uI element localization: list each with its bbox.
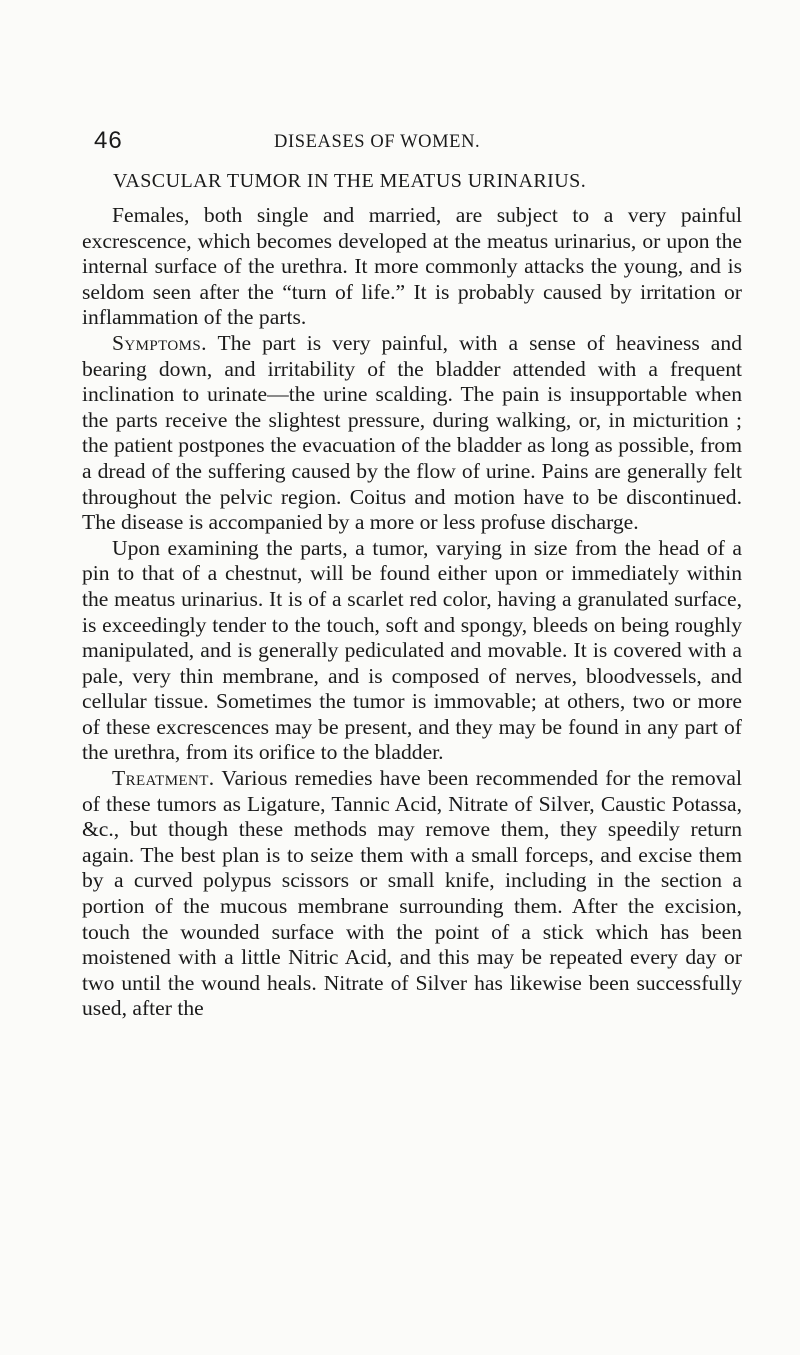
symptoms-text: The part is very painful, with a sense of heaviness and bearing down, and irritability of the bladder attended with a frequent inclination to urinate—the urine scalding. The pain is insupportable when the parts receive the slightest pressure, during walking, or, in micturition ; the patient postpones the evacuation of the bladder as long as possible, from a dread of the suffering caused by the flow of urine. Pains are generally felt throughout the pelvic region. Coitus and motion have to be discontinued. The disease is accompanied by a more or less profuse discharge. [82,330,742,535]
paragraph-symptoms [82,331,742,536]
paragraph-examination: Upon examining the parts, a tumor, varying in size from the head of a pin to that of a chestnut, will be found either upon or immediately within the meatus urinarius. It is of a scarlet red color, having a granulated surface, is exceedingly tender to the touch, soft and spongy, bleeds on being roughly manipulated, and is generally pediculated and movable. It is covered with a pale, very thin membrane, and is composed of nerves, bloodvessels, and cellular tissue. Sometimes the tumor is immovable; at others, two or more of these excrescences may be present, and they may be found in any part of the urethra, from its orifice to the bladder. [82,535,742,765]
section-heading: VASCULAR TUMOR IN THE MEATUS URINARIUS. [113,170,587,192]
treatment-label: Treatment. [112,766,215,791]
page-number: 46 [94,127,123,154]
running-head [0,126,800,156]
body-text [82,203,742,1022]
paragraph-treatment [82,766,742,1022]
treatment-text: Various remedies have been recommended for the removal of these tumors as Ligature, Tannic Acid, Nitrate of Silver, Caustic Potassa, &c., but though these methods may remove them, they speedily return again. The best plan is to seize them with a small forceps, and excise them by a curved polypus scissors or small knife, including in the section a portion of the mucous membrane surrounding them. After the excision, touch the wounded surface with the point of a stick which has been moistened with a little Nitric Acid, and this may be repeated every day or two until the wound heals. Nitrate of Silver has likewise been successfully used, after the [82,766,742,1021]
paragraph-intro: Females, both single and married, are subject to a very painful excrescence, which becomes developed at the meatus urinarius, or upon the internal surface of the urethra. It more commonly attacks the young, and is seldom seen after the “turn of life.” It is probably caused by irritation or inflammation of the parts. [82,203,742,330]
symptoms-label: Symptoms. [112,330,207,355]
running-title: DISEASES OF WOMEN. [274,132,481,152]
